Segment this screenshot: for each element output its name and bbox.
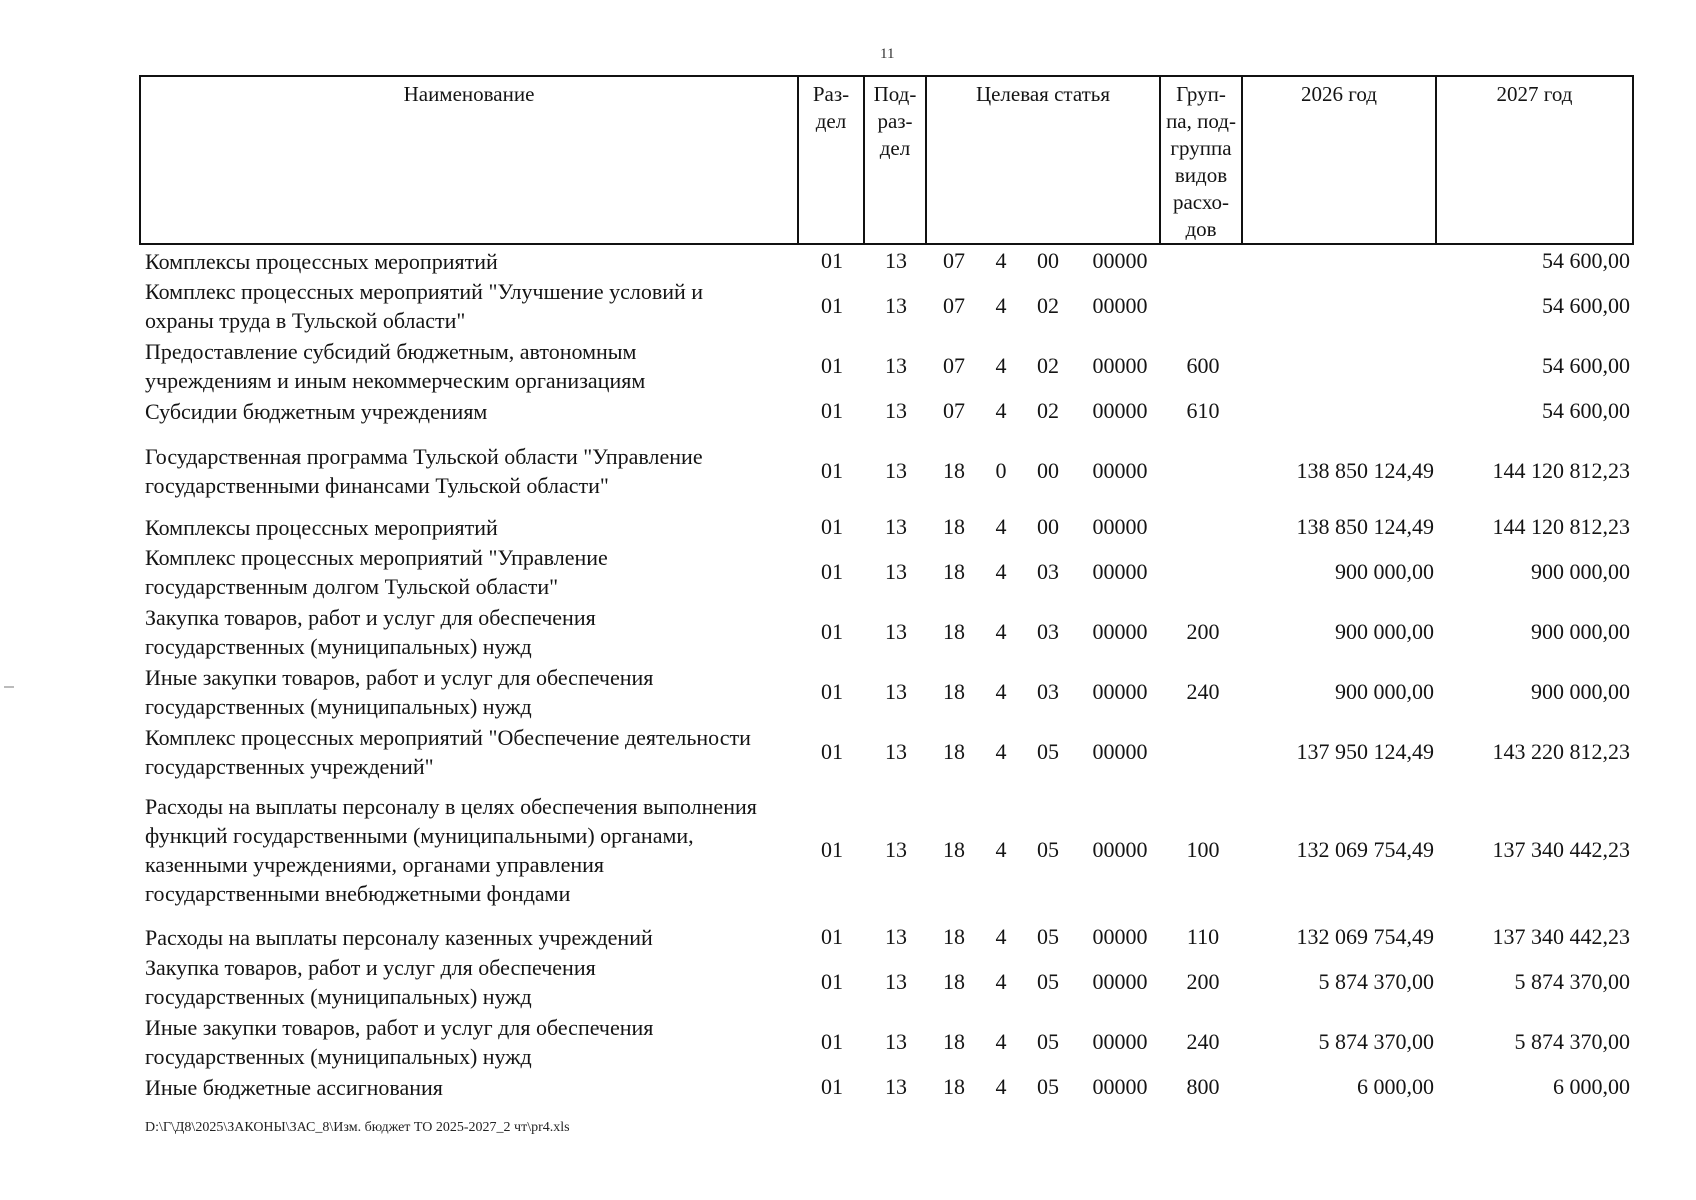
table-row [0,922,1696,952]
target-program-cell: 07 [943,353,965,378]
name-line: Комплексы процессных мероприятий [145,248,498,274]
target-type-cell: 4 [995,679,1007,704]
table-header [139,75,1634,245]
target-direction-cell: 00000 [1092,248,1148,273]
amount-2026-cell: 6 000,00 [1357,1074,1434,1099]
name-line: Иные закупки товаров, работ и услуг для обеспечения [145,1015,654,1040]
name-line: Государственная программа Тульской области "Управление [145,444,703,469]
table-row [0,396,1696,426]
target-subtype-cell: 05 [1037,739,1059,764]
name-cell [145,542,805,602]
target-subtype-cell: 05 [1037,837,1059,862]
name-cell [145,512,805,542]
name-line: казенными учреждениями, органами управления [145,852,605,877]
amount-2027-cell: 54 600,00 [1542,293,1630,318]
target-program-cell: 18 [943,619,965,644]
expense-group-cell: 110 [1186,924,1220,949]
target-type-cell: 4 [995,837,1007,862]
name-cell [145,662,805,722]
target-subtype-cell: 03 [1037,619,1059,644]
table-row [0,1012,1696,1072]
target-type-cell: 4 [995,559,1007,584]
amount-2027-cell: 54 600,00 [1542,398,1630,423]
amount-2027-cell: 54 600,00 [1542,248,1630,273]
target-subtype-cell: 00 [1037,248,1059,273]
podrazdel-cell: 13 [885,619,907,644]
name-line: государственными финансами Тульской области" [145,473,609,498]
header-group-column [1161,77,1243,243]
expense-group-cell: 100 [1186,837,1220,862]
target-type-cell: 4 [995,619,1007,644]
header-group-line: группа [1170,136,1232,160]
table-row [0,246,1696,276]
podrazdel-cell: 13 [885,559,907,584]
target-subtype-cell: 05 [1037,1029,1059,1054]
table-row [0,512,1696,542]
name-line: Субсидии бюджетным учреждениям [145,398,488,424]
expense-group-cell: 800 [1186,1074,1220,1099]
target-direction-cell: 00000 [1092,1074,1148,1099]
razdel-cell: 01 [821,514,843,539]
target-type-cell: 4 [995,969,1007,994]
target-program-cell: 18 [943,1074,965,1099]
name-cell [145,602,805,662]
expense-group-cell [1168,722,1238,782]
razdel-cell: 01 [821,398,843,423]
target-type-cell: 4 [995,398,1007,423]
target-program-cell: 07 [943,398,965,423]
podrazdel-cell: 13 [885,1074,907,1099]
header-podrazdel-line: дел [879,136,911,160]
target-direction-cell: 00000 [1092,353,1148,378]
target-direction-cell: 00000 [1092,398,1148,423]
name-line: Иные бюджетные ассигнования [145,1074,443,1100]
expense-group-cell [1168,436,1238,506]
header-group-line: па, под- [1166,109,1236,133]
amount-2026-cell: 900 000,00 [1335,559,1434,584]
header-podrazdel-line: Под- [873,82,917,106]
target-program-cell: 07 [943,248,965,273]
header-2027-column [1437,77,1632,243]
name-line: Закупка товаров, работ и услуг для обеспечения [145,955,596,980]
target-direction-cell: 00000 [1092,837,1148,862]
expense-group-cell: 610 [1186,398,1220,423]
target-program-cell: 18 [943,1029,965,1054]
table-row [0,1072,1696,1102]
target-type-cell: 4 [995,739,1007,764]
target-direction-cell: 00000 [1092,739,1148,764]
expense-group-cell: 600 [1186,353,1220,378]
header-group-line: расхо- [1172,190,1230,214]
expense-group-cell [1168,542,1238,602]
name-cell [145,922,805,952]
name-line: Расходы на выплаты персоналу в целях обеспечения выполнения [145,794,757,819]
expense-group-cell [1168,276,1238,336]
name-line: Иные закупки товаров, работ и услуг для обеспечения [145,665,654,690]
target-type-cell: 4 [995,924,1007,949]
podrazdel-cell: 13 [885,514,907,539]
target-program-cell: 07 [943,293,965,318]
target-direction-cell: 00000 [1092,559,1148,584]
razdel-cell: 01 [821,739,843,764]
name-line: Комплекс процессных мероприятий "Управление [145,545,608,570]
podrazdel-cell: 13 [885,458,907,483]
amount-2027-cell: 137 340 442,23 [1492,924,1630,949]
expense-group-cell: 240 [1186,679,1220,704]
target-program-cell: 18 [943,739,965,764]
podrazdel-cell: 13 [885,924,907,949]
razdel-cell: 01 [821,924,843,949]
razdel-cell: 01 [821,837,843,862]
target-type-cell: 4 [995,514,1007,539]
table-row [0,542,1696,602]
header-razdel-column [799,77,865,243]
razdel-cell: 01 [821,559,843,584]
table-row [0,722,1696,782]
target-type-cell: 0 [995,458,1007,483]
name-line: государственных (муниципальных) нужд [145,634,532,659]
podrazdel-cell: 13 [885,679,907,704]
name-cell [145,794,805,906]
name-cell [145,246,805,276]
table-row [0,662,1696,722]
amount-2026-cell: 5 874 370,00 [1318,969,1434,994]
amount-2027-cell: 54 600,00 [1542,353,1630,378]
header-2026-column [1243,77,1437,243]
target-type-cell: 4 [995,1074,1007,1099]
podrazdel-cell: 13 [885,353,907,378]
podrazdel-cell: 13 [885,837,907,862]
target-direction-cell: 00000 [1092,1029,1148,1054]
razdel-cell: 01 [821,293,843,318]
expense-group-cell: 240 [1186,1029,1220,1054]
amount-2026-cell: 138 850 124,49 [1296,514,1434,539]
target-subtype-cell: 03 [1037,559,1059,584]
amount-2027-cell: 137 340 442,23 [1492,837,1630,862]
target-direction-cell: 00000 [1092,619,1148,644]
footer-file-path: D:\Г\Д8\2025\ЗАКОНЫ\ЗАС_8\Изм. бюджет ТО 2025-2027_2 чт\pr4.xls [145,1120,570,1135]
amount-2026-cell [1250,246,1434,276]
name-cell [145,336,805,396]
target-subtype-cell: 03 [1037,679,1059,704]
target-subtype-cell: 00 [1037,514,1059,539]
amount-2026-cell [1250,336,1434,396]
amount-2026-cell: 138 850 124,49 [1296,458,1434,483]
table-row [0,952,1696,1012]
amount-2027-cell: 900 000,00 [1531,679,1630,704]
header-name-label: Наименование [403,82,535,106]
name-line: Комплекс процессных мероприятий "Улучшение условий и [145,279,704,304]
name-line: государственных учреждений" [145,754,434,779]
amount-2027-cell: 900 000,00 [1531,559,1630,584]
name-line: государственных (муниципальных) нужд [145,694,532,719]
target-direction-cell: 00000 [1092,679,1148,704]
amount-2026-cell [1250,276,1434,336]
podrazdel-cell: 13 [885,969,907,994]
name-line: Комплекс процессных мероприятий "Обеспечение деятельности [145,725,751,750]
amount-2027-cell: 5 874 370,00 [1514,1029,1630,1054]
target-subtype-cell: 02 [1037,293,1059,318]
target-type-cell: 4 [995,1029,1007,1054]
expense-group-cell [1168,246,1238,276]
target-subtype-cell: 05 [1037,924,1059,949]
header-razdel-line: дел [815,109,847,133]
header-2027-label: 2027 год [1496,82,1573,106]
target-program-cell: 18 [943,458,965,483]
target-type-cell: 4 [995,248,1007,273]
name-line: функций государственными (муниципальными) органами, [145,823,694,848]
amount-2027-cell: 5 874 370,00 [1514,969,1630,994]
name-line: Комплексы процессных мероприятий [145,514,498,540]
amount-2026-cell: 137 950 124,49 [1296,739,1434,764]
name-cell [145,722,805,782]
name-line: учреждениям и иным некоммерческим организациям [145,368,646,393]
table-row [0,602,1696,662]
expense-group-cell [1168,512,1238,542]
amount-2027-cell: 6 000,00 [1553,1074,1630,1099]
target-program-cell: 18 [943,559,965,584]
name-line: Расходы на выплаты персоналу казенных учреждений [145,924,653,950]
header-target-column [927,77,1161,243]
target-program-cell: 18 [943,924,965,949]
amount-2026-cell: 900 000,00 [1335,679,1434,704]
header-podrazdel-line: раз- [877,109,913,133]
name-line: государственных (муниципальных) нужд [145,1044,532,1069]
amount-2027-cell: 144 120 812,23 [1492,458,1630,483]
razdel-cell: 01 [821,619,843,644]
target-direction-cell: 00000 [1092,293,1148,318]
razdel-cell: 01 [821,248,843,273]
target-type-cell: 4 [995,353,1007,378]
target-direction-cell: 00000 [1092,514,1148,539]
target-program-cell: 18 [943,679,965,704]
name-cell [145,396,805,426]
podrazdel-cell: 13 [885,398,907,423]
target-program-cell: 18 [943,514,965,539]
name-line: государственными внебюджетными фондами [145,881,571,906]
header-podrazdel-column [865,77,927,243]
target-subtype-cell: 00 [1037,458,1059,483]
target-type-cell: 4 [995,293,1007,318]
target-subtype-cell: 05 [1037,1074,1059,1099]
target-subtype-cell: 02 [1037,398,1059,423]
target-direction-cell: 00000 [1092,458,1148,483]
table-row [0,336,1696,396]
amount-2026-cell: 5 874 370,00 [1318,1029,1434,1054]
name-line: государственных (муниципальных) нужд [145,984,532,1009]
razdel-cell: 01 [821,458,843,483]
name-line: Закупка товаров, работ и услуг для обеспечения [145,605,596,630]
amount-2027-cell: 900 000,00 [1531,619,1630,644]
target-subtype-cell: 05 [1037,969,1059,994]
podrazdel-cell: 13 [885,248,907,273]
table-row [0,436,1696,506]
amount-2026-cell: 132 069 754,49 [1296,837,1434,862]
name-cell [145,1012,805,1072]
header-target-label: Целевая статья [975,82,1111,106]
name-cell [145,436,805,506]
podrazdel-cell: 13 [885,293,907,318]
header-razdel-line: Раз- [812,82,850,106]
razdel-cell: 01 [821,969,843,994]
name-line: государственным долгом Тульской области" [145,574,559,599]
expense-group-cell: 200 [1186,969,1220,994]
page-number: 11 [880,46,895,62]
name-cell [145,952,805,1012]
target-program-cell: 18 [943,969,965,994]
podrazdel-cell: 13 [885,1029,907,1054]
margin-mark [4,686,14,688]
razdel-cell: 01 [821,679,843,704]
name-line: охраны труда в Тульской области" [145,308,466,333]
amount-2027-cell: 144 120 812,23 [1492,514,1630,539]
razdel-cell: 01 [821,1029,843,1054]
target-direction-cell: 00000 [1092,924,1148,949]
name-line: Предоставление субсидий бюджетным, автономным [145,339,637,364]
header-2026-label: 2026 год [1301,82,1377,106]
table-row [0,276,1696,336]
razdel-cell: 01 [821,1074,843,1099]
target-program-cell: 18 [943,837,965,862]
razdel-cell: 01 [821,353,843,378]
header-name-column [141,77,799,243]
amount-2026-cell [1250,396,1434,426]
header-group-line: Груп- [1176,82,1226,106]
podrazdel-cell: 13 [885,739,907,764]
amount-2027-cell: 143 220 812,23 [1492,739,1630,764]
name-cell [145,276,805,336]
header-group-line: видов [1174,163,1228,187]
expense-group-cell: 200 [1186,619,1220,644]
header-group-line: дов [1185,217,1217,241]
name-cell [145,1072,805,1102]
amount-2026-cell: 132 069 754,49 [1296,924,1434,949]
target-subtype-cell: 02 [1037,353,1059,378]
table-row [0,794,1696,906]
amount-2026-cell: 900 000,00 [1335,619,1434,644]
target-direction-cell: 00000 [1092,969,1148,994]
